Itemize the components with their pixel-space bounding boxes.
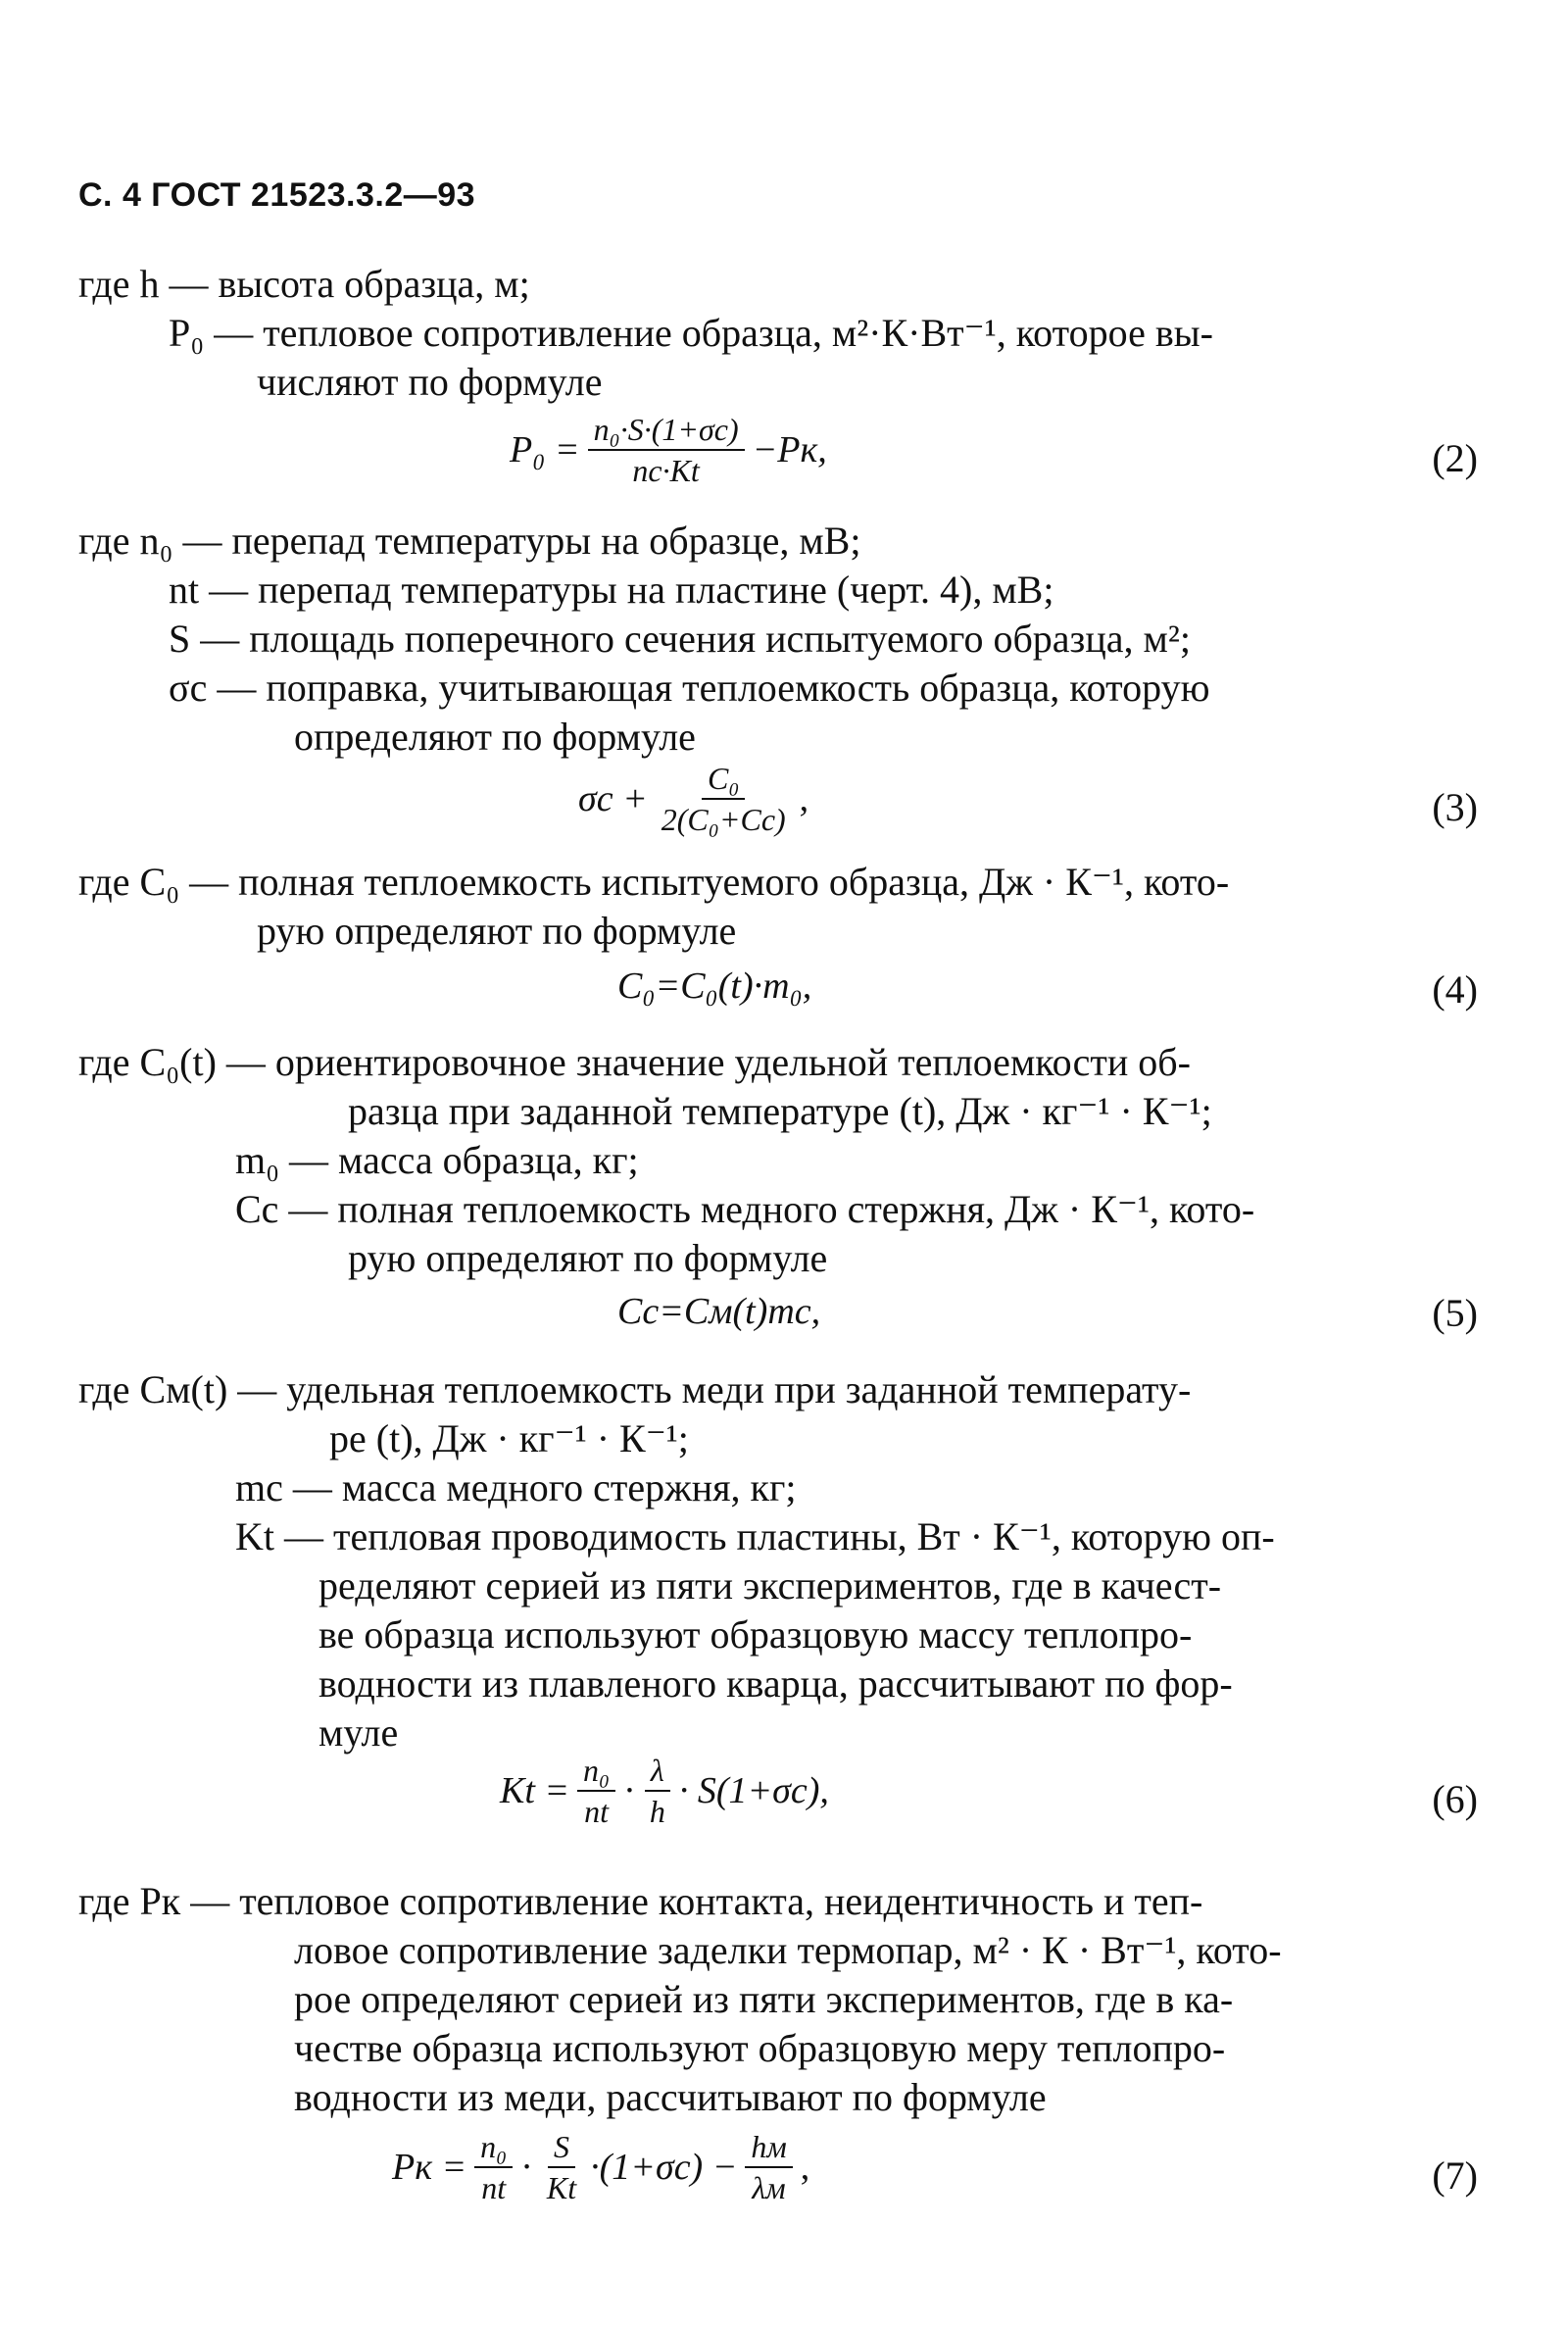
text-line: ределяют серией из пяти экспериментов, где в качест- <box>318 1563 1222 1608</box>
formula-6-left: Kt = <box>500 1770 570 1811</box>
formula-2 <box>510 412 827 488</box>
formula-7-fraction-3 <box>745 2129 792 2205</box>
text-line: P₀ — тепловое сопротивление образца, м²·К·Вт⁻¹, которое вы- <box>169 311 1213 355</box>
formula-6-numerator-1: n₀ <box>577 1753 615 1792</box>
formula-7-denominator-1: nt <box>481 2170 507 2205</box>
page-header: С. 4 ГОСТ 21523.3.2—93 <box>78 176 476 214</box>
text-line: σc — поправка, учитывающая теплоемкость образца, которую <box>169 666 1210 710</box>
text-line: ре (t), Дж · кг⁻¹ · К⁻¹; <box>329 1416 689 1460</box>
text-line: mc — масса медного стержня, кг; <box>235 1465 797 1509</box>
text-line: разца при заданной температуре (t), Дж · кг⁻¹ · К⁻¹; <box>348 1089 1212 1133</box>
formula-3-denominator: 2(C₀+Cc) <box>661 802 786 837</box>
text-line: ве образца используют образцовую массу теплопро- <box>318 1612 1193 1657</box>
formula-7-left: Pк = <box>392 2147 467 2188</box>
formula-7-fraction-2 <box>541 2129 582 2205</box>
formula-2-fraction <box>588 412 745 488</box>
text-line: честве образца используют образцовую меру теплопро- <box>294 2026 1226 2070</box>
text-line: определяют по формуле <box>294 715 696 759</box>
formula-3-left: σc + <box>578 778 648 819</box>
formula-6 <box>500 1753 829 1829</box>
text-line: где h — высота образца, м; <box>78 262 530 306</box>
formula-7-numerator-1: n₀ <box>474 2129 513 2168</box>
text-line: где Pк — тепловое сопротивление контакта, неидентичность и теп- <box>78 1879 1203 1923</box>
formula-6-denominator-2: h <box>649 1794 665 1829</box>
formula-7-tail: , <box>800 2147 810 2188</box>
text-line: водности из плавленого кварца, рассчитывают по фор- <box>318 1661 1233 1706</box>
formula-6-numerator-2: λ <box>645 1753 670 1792</box>
text-line: где C₀ — полная теплоемкость испытуемого образца, Дж · К⁻¹, кото- <box>78 860 1230 904</box>
formula-7-numerator-2: S <box>548 2129 575 2168</box>
formula-3-fraction <box>656 761 792 837</box>
text-line: S — площадь поперечного сечения испытуемого образца, м²; <box>169 617 1191 661</box>
formula-5 <box>617 1290 820 1333</box>
text-line: рое определяют серией из пяти экспериментов, где в ка- <box>294 1977 1234 2021</box>
text-line: Cc — полная теплоемкость медного стержня, Дж · К⁻¹, кото- <box>235 1187 1255 1231</box>
formula-3 <box>578 761 808 837</box>
equation-number-7: (7) <box>1432 2153 1478 2198</box>
formula-2-numerator: n₀·S·(1+σc) <box>588 412 745 451</box>
text-line: водности из меди, рассчитывают по формуле <box>294 2075 1047 2119</box>
formula-6-denominator-1: nt <box>584 1794 610 1829</box>
text-line: рую определяют по формуле <box>348 1236 828 1280</box>
equation-number-3: (3) <box>1432 785 1478 829</box>
equation-number-4: (4) <box>1432 967 1478 1012</box>
text-line: где Cм(t) — удельная теплоемкость меди при заданной температу- <box>78 1367 1192 1411</box>
formula-5-body: Cc=Cм(t)mc, <box>617 1291 821 1332</box>
equation-number-5: (5) <box>1432 1291 1478 1335</box>
text-line: рую определяют по формуле <box>257 909 737 953</box>
formula-2-tail: −Pк, <box>752 429 827 470</box>
text-line: где C₀(t) — ориентировочное значение удельной теплоемкости об- <box>78 1040 1191 1084</box>
formula-3-numerator: C₀ <box>702 761 745 800</box>
text-line: числяют по формуле <box>257 360 603 404</box>
formula-7-mid: ·(1+σc) − <box>590 2147 738 2188</box>
formula-4 <box>617 965 811 1008</box>
text-line: ловое сопротивление заделки термопар, м² · К · Вт⁻¹, кото- <box>294 1928 1282 1972</box>
formula-2-left: P₀ = <box>510 429 580 470</box>
equation-number-2: (2) <box>1432 436 1478 480</box>
formula-7-denominator-3: λм <box>752 2170 786 2205</box>
formula-6-tail: · S(1+σc), <box>678 1770 829 1811</box>
formula-4-body: C₀=C₀(t)·m₀, <box>617 965 812 1007</box>
formula-6-dot: · <box>623 1770 636 1811</box>
formula-7-denominator-2: Kt <box>546 2170 577 2205</box>
formula-6-fraction-2 <box>644 1753 671 1829</box>
formula-3-tail: , <box>799 778 809 819</box>
text-line: Kt — тепловая проводимость пластины, Вт · К⁻¹, которую оп- <box>235 1514 1275 1558</box>
text-line: муле <box>318 1710 399 1755</box>
formula-7-numerator-3: hм <box>745 2129 792 2168</box>
formula-7-dot: · <box>520 2147 533 2188</box>
text-line: nt — перепад температуры на пластине (черт. 4), мВ; <box>169 568 1054 612</box>
text-line: m₀ — масса образца, кг; <box>235 1138 639 1182</box>
formula-7-fraction-1 <box>474 2129 513 2205</box>
text-line: где n₀ — перепад температуры на образце, мВ; <box>78 519 861 563</box>
formula-7 <box>392 2129 809 2205</box>
formula-6-fraction-1 <box>577 1753 615 1829</box>
equation-number-6: (6) <box>1432 1777 1478 1821</box>
formula-2-denominator: nc·Kt <box>632 453 700 488</box>
